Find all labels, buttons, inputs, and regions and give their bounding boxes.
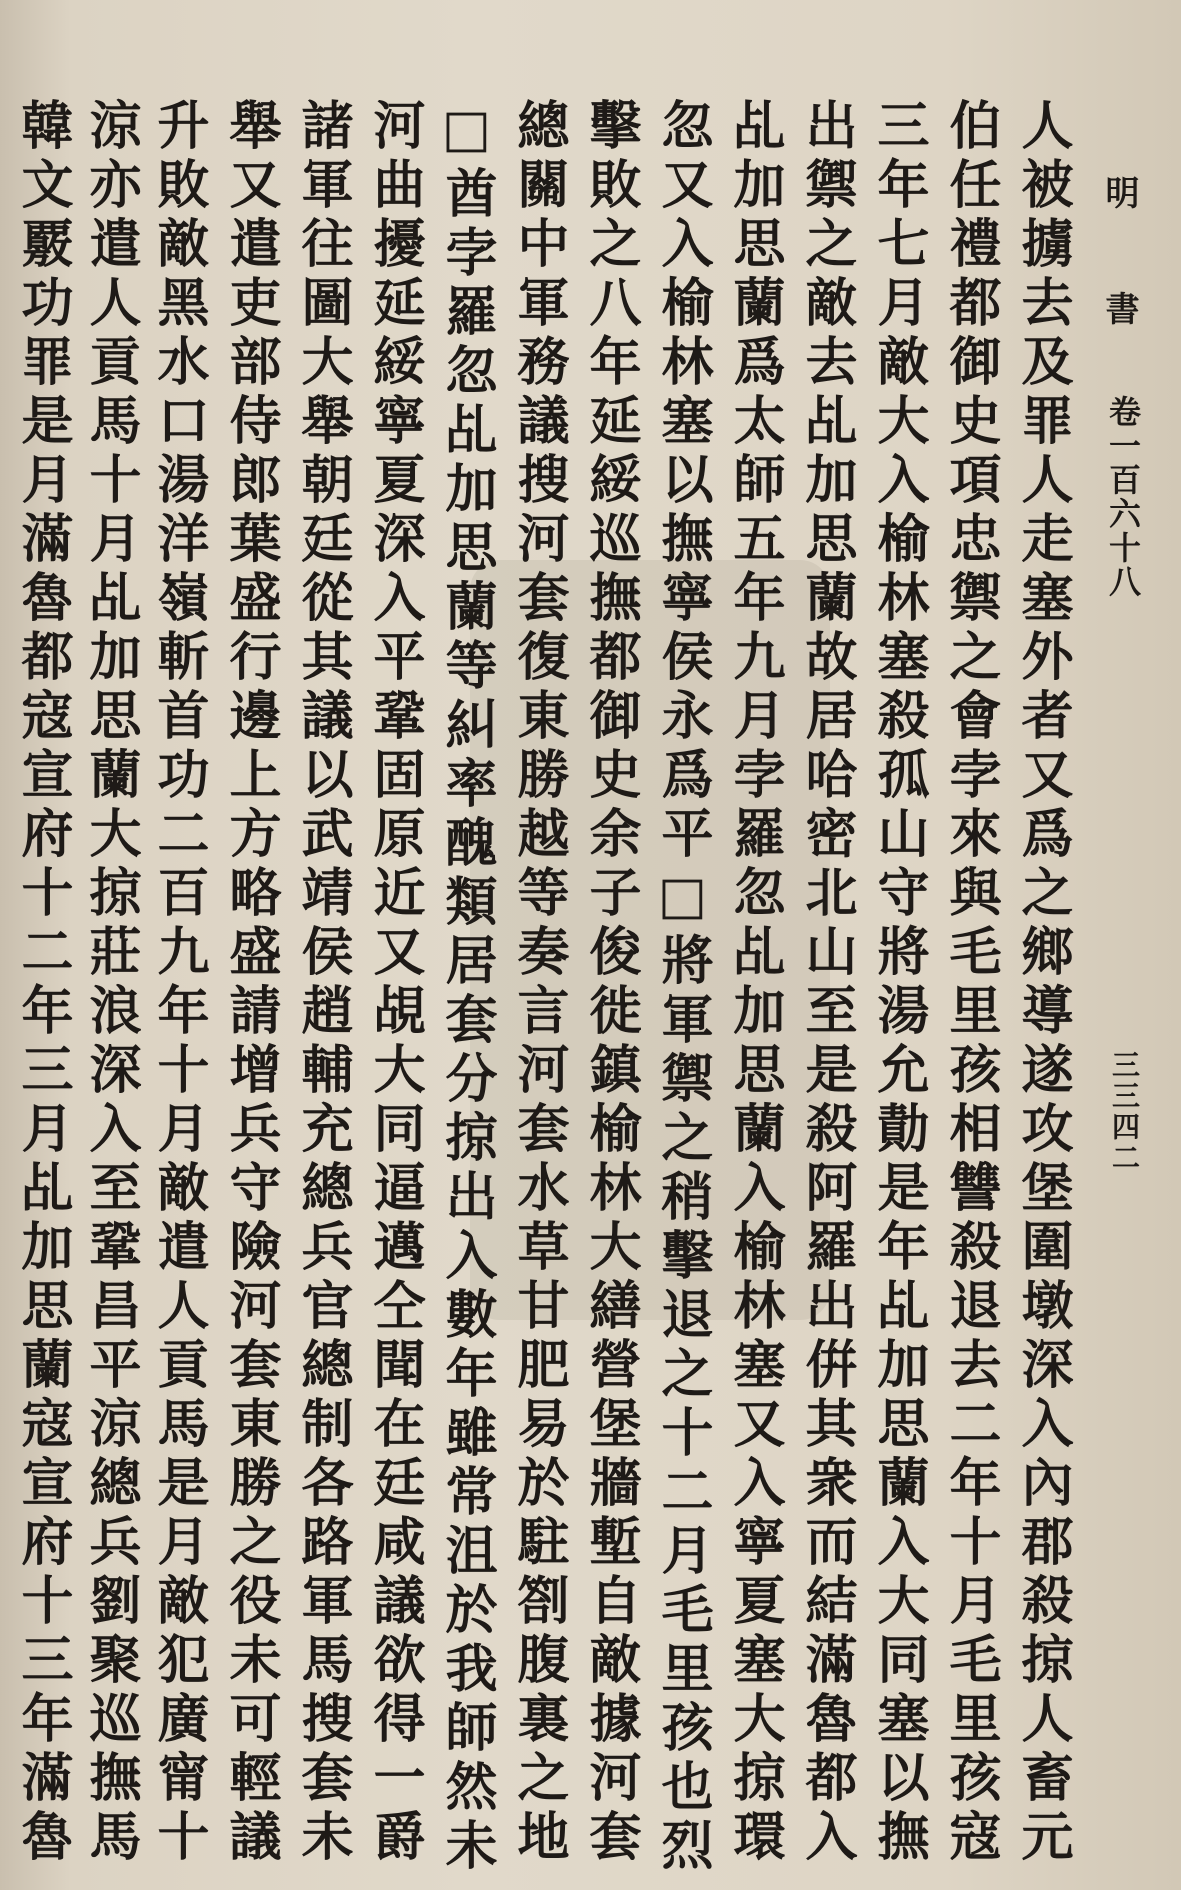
text-column-15: 韓文覈功罪是月滿魯都寇宣府十二年三月乩加思蘭寇宣府十三年滿魯: [12, 98, 73, 1868]
page-number: 三三四二: [1108, 1050, 1141, 1174]
text-column-10: 河曲擾延綏寧夏深入平鞏固原近又覘大同逼邁仝聞在廷咸議欲得一爵: [364, 98, 425, 1868]
text-column-4: 出禦之敵去乩加思蘭故居哈密北山至是殺阿羅出倂其衆而結滿魯都入: [796, 98, 857, 1868]
text-column-1: 人被擄去及罪人走塞外者又爲之鄉導遂攻堡圍墩深入內郡殺掠人畜元: [1012, 98, 1073, 1868]
text-column-3: 三年七月敵大入榆林塞殺孤山守將湯允勣是年乩加思蘭入大同塞以撫: [868, 98, 929, 1868]
volume-label: 卷一百六十八: [1104, 395, 1142, 599]
text-column-11: 諸軍往圖大舉朝廷從其議以武靖侯趙輔充總兵官總制各路軍馬搜套未: [292, 98, 353, 1868]
text-column-12: 舉又遣吏部侍郎葉盛行邊上方略盛請增兵守險河套東勝之役未可輕議: [220, 98, 281, 1868]
text-column-6: 忽又入榆林塞以撫寧侯永爲平□將軍禦之稍擊退之十二月毛里孩也烈: [652, 98, 713, 1877]
book-title: 明 書: [1099, 175, 1139, 349]
text-column-2: 伯任禮都御史項忠禦之會孛來與毛里孩相讐殺退去二年十月毛里孩寇: [940, 98, 1001, 1868]
text-column-14: 涼亦遣人貢馬十月乩加思蘭大掠莊浪深入至鞏昌平涼總兵劉聚巡撫馬: [80, 98, 141, 1868]
text-column-9: □酋孛羅忽乩加思蘭等糾率醜類居套分掠出入數年雖常沮於我師然未: [436, 98, 497, 1877]
text-column-5: 乩加思蘭爲太師五年九月孛羅忽乩加思蘭入榆林塞又入寧夏塞大掠環: [724, 98, 785, 1868]
text-column-7: 擊敗之八年延綏巡撫都御史余子俊徙鎮榆林大繕營堡牆塹自敵據河套: [580, 98, 641, 1868]
text-column-8: 總關中軍務議搜河套復東勝越等奏言河套水草甘肥易於駐劄腹裏之地: [508, 98, 569, 1868]
text-column-13: 升敗敵黑水口湯洋嶺斬首功二百九年十月敵遣人貢馬是月敵犯廣甯十: [148, 98, 209, 1868]
